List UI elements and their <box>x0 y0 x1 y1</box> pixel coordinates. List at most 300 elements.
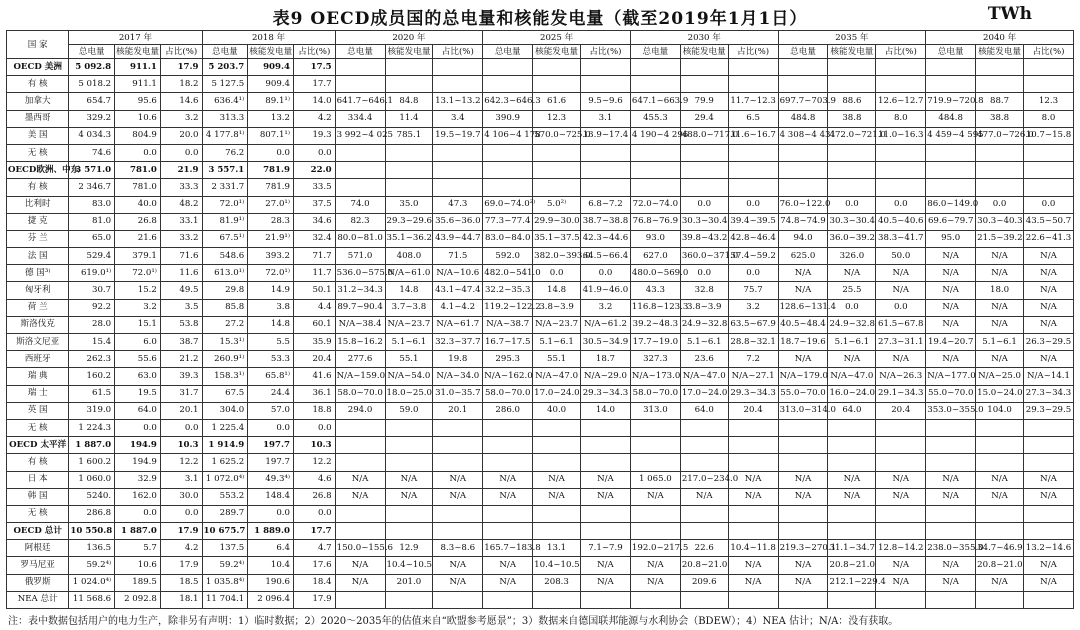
country-cell: 法 国 <box>7 248 69 265</box>
value-cell: 18.0~25.0 <box>385 385 433 402</box>
value-cell: 22.6~41.3 <box>1023 230 1073 247</box>
value-cell: N/A <box>533 488 581 505</box>
value-cell: N/A~25.0 <box>976 368 1024 385</box>
table-row <box>7 162 1074 179</box>
value-cell: N/A <box>876 471 926 488</box>
subheader-cell: 总电量 <box>483 45 533 59</box>
value-cell <box>581 144 631 161</box>
value-cell: 7.1~7.9 <box>581 540 631 557</box>
value-cell: 30.3~40.3 <box>976 213 1024 230</box>
value-cell: N/A <box>335 557 385 574</box>
value-cell: 472.0~721.0 <box>828 127 876 144</box>
value-cell <box>630 59 680 76</box>
value-cell: 0.0 <box>728 196 778 213</box>
value-cell: 30.3~30.4 <box>680 213 728 230</box>
subheader-cell: 核能发电量 <box>976 45 1024 59</box>
year-header: 2025 年 <box>483 31 631 45</box>
value-cell: 719.9~720.8 <box>926 93 976 110</box>
value-cell: 23.6 <box>680 351 728 368</box>
value-cell: 18.1 <box>160 591 202 608</box>
value-cell <box>728 76 778 93</box>
value-cell: N/A <box>876 574 926 591</box>
value-cell <box>828 179 876 196</box>
value-cell: 8.0 <box>1023 110 1073 127</box>
value-cell: 1 225.4 <box>202 419 248 436</box>
value-cell: 50.0 <box>876 248 926 265</box>
country-cell: 有 核 <box>7 179 69 196</box>
value-cell: 28.3 <box>248 213 294 230</box>
year-header: 2018 年 <box>202 31 335 45</box>
value-cell <box>876 162 926 179</box>
value-cell <box>926 591 976 608</box>
year-header: 2030 年 <box>630 31 778 45</box>
year-header: 2017 年 <box>69 31 202 45</box>
value-cell: 3.5 <box>160 299 202 316</box>
value-cell: 619.0¹⁾ <box>69 265 115 282</box>
value-cell: 59.2⁴⁾ <box>69 557 115 574</box>
value-cell: 38.8 <box>828 110 876 127</box>
value-cell: 212.1~229.4 <box>828 574 876 591</box>
value-cell: 571.0 <box>335 248 385 265</box>
value-cell <box>483 76 533 93</box>
value-cell: 781.0 <box>115 162 161 179</box>
value-cell: 10.4~10.5 <box>533 557 581 574</box>
value-cell <box>828 437 876 454</box>
value-cell: 0.0 <box>115 419 161 436</box>
country-cell: 罗马尼亚 <box>7 557 69 574</box>
country-cell: 西班牙 <box>7 351 69 368</box>
value-cell: N/A~47.0 <box>828 368 876 385</box>
value-cell: 89.1¹⁾ <box>248 93 294 110</box>
value-cell: 16.7~17.5 <box>483 334 533 351</box>
value-cell: 11 704.1 <box>202 591 248 608</box>
value-cell <box>976 523 1024 540</box>
value-cell: 89.7~90.4 <box>335 299 385 316</box>
value-cell: 625.0 <box>778 248 828 265</box>
value-cell <box>533 591 581 608</box>
value-cell <box>335 523 385 540</box>
value-cell: 1 224.3 <box>69 419 115 436</box>
value-cell <box>778 505 828 522</box>
country-cell: 无 核 <box>7 505 69 522</box>
value-cell: N/A <box>728 471 778 488</box>
value-cell: 29.3~29.5 <box>1023 402 1073 419</box>
value-cell: 32.2~35.3 <box>483 282 533 299</box>
value-cell: 0.0 <box>294 505 336 522</box>
value-cell <box>778 59 828 76</box>
value-cell <box>976 144 1024 161</box>
value-cell: N/A <box>1023 488 1073 505</box>
value-cell: 5 092.8 <box>69 59 115 76</box>
value-cell: 160.2 <box>69 368 115 385</box>
value-cell: 64.0 <box>115 402 161 419</box>
table-row <box>7 488 1074 505</box>
value-cell: N/A <box>1023 557 1073 574</box>
value-cell <box>630 179 680 196</box>
value-cell: 326.0 <box>828 248 876 265</box>
value-cell <box>876 591 926 608</box>
value-cell: 17.0~24.0 <box>680 385 728 402</box>
value-cell: 14.6 <box>160 93 202 110</box>
value-cell <box>533 454 581 471</box>
value-cell: N/A <box>778 282 828 299</box>
value-cell: 65.8¹⁾ <box>248 368 294 385</box>
subheader-cell: 占比(%) <box>581 45 631 59</box>
value-cell: 82.3 <box>335 213 385 230</box>
value-cell <box>728 162 778 179</box>
subheader-cell: 占比(%) <box>294 45 336 59</box>
country-cell: 比利时 <box>7 196 69 213</box>
value-cell <box>728 454 778 471</box>
value-cell: N/A <box>1023 351 1073 368</box>
value-cell: N/A <box>433 574 483 591</box>
value-cell <box>630 437 680 454</box>
value-cell: 34.6 <box>294 213 336 230</box>
value-cell <box>976 76 1024 93</box>
value-cell: 5.5 <box>248 334 294 351</box>
value-cell: 0.0 <box>876 299 926 316</box>
value-cell: 6.4 <box>248 540 294 557</box>
value-cell: 12.2 <box>160 454 202 471</box>
value-cell: 64.0 <box>828 402 876 419</box>
value-cell: 40.5~40.6 <box>876 213 926 230</box>
value-cell: 390.9 <box>483 110 533 127</box>
value-cell: 64.5~66.4 <box>581 248 631 265</box>
year-header: 2040 年 <box>926 31 1074 45</box>
value-cell: 697.7~703.9 <box>778 93 828 110</box>
value-cell <box>926 162 976 179</box>
value-cell: 6.5 <box>728 110 778 127</box>
value-cell: N/A <box>630 488 680 505</box>
value-cell <box>433 454 483 471</box>
value-cell: 5.0²⁾ <box>533 196 581 213</box>
value-cell: N/A <box>728 574 778 591</box>
value-cell: 4.2 <box>160 540 202 557</box>
value-cell: 165.7~183.8 <box>483 540 533 557</box>
table-row <box>7 179 1074 196</box>
value-cell: N/A <box>385 488 433 505</box>
value-cell: 197.7 <box>248 454 294 471</box>
value-cell: 9.5~9.6 <box>581 93 631 110</box>
value-cell <box>630 454 680 471</box>
value-cell: N/A <box>335 471 385 488</box>
value-cell: 286.0 <box>483 402 533 419</box>
value-cell: 60.1 <box>294 316 336 333</box>
value-cell: 6.8~7.2 <box>581 196 631 213</box>
table-row <box>7 419 1074 436</box>
value-cell: 641.7~646.1 <box>335 93 385 110</box>
value-cell: 15.3¹⁾ <box>202 334 248 351</box>
value-cell <box>483 59 533 76</box>
subheader-cell: 占比(%) <box>160 45 202 59</box>
value-cell: 21.2 <box>160 351 202 368</box>
value-cell: 3.2 <box>115 299 161 316</box>
value-cell: 4 308~4 431 <box>778 127 828 144</box>
value-cell <box>926 454 976 471</box>
value-cell: 260.9¹⁾ <box>202 351 248 368</box>
value-cell: 59.2⁴⁾ <box>202 557 248 574</box>
value-cell <box>976 505 1024 522</box>
value-cell <box>976 437 1024 454</box>
subheader-cell: 总电量 <box>778 45 828 59</box>
value-cell <box>483 523 533 540</box>
value-cell: 5240. <box>69 488 115 505</box>
value-cell <box>385 144 433 161</box>
value-cell: N/A~23.7 <box>385 316 433 333</box>
value-cell: N/A~38.7 <box>483 316 533 333</box>
value-cell: 1 889.0 <box>248 523 294 540</box>
table-row <box>7 230 1074 247</box>
value-cell: 55.0~70.0 <box>778 385 828 402</box>
value-cell: 536.0~575.0 <box>335 265 385 282</box>
value-cell: N/A <box>483 471 533 488</box>
table-header <box>7 31 1074 59</box>
value-cell <box>1023 162 1073 179</box>
value-cell: N/A <box>533 471 581 488</box>
value-cell: 0.0 <box>160 505 202 522</box>
value-cell: 17.0~24.0 <box>533 385 581 402</box>
value-cell: 4 177.8¹⁾ <box>202 127 248 144</box>
value-cell <box>630 523 680 540</box>
value-cell: 94.0 <box>778 230 828 247</box>
country-cell: 有 核 <box>7 454 69 471</box>
table-row <box>7 59 1074 76</box>
column-header-country: 国 家 <box>7 31 69 59</box>
value-cell: 353.0~355.0 <box>926 402 976 419</box>
value-cell <box>335 505 385 522</box>
value-cell <box>728 523 778 540</box>
value-cell: 31.2~34.3 <box>335 282 385 299</box>
value-cell: N/A <box>976 488 1024 505</box>
value-cell <box>926 76 976 93</box>
country-cell: NEA 总计 <box>7 591 69 608</box>
value-cell: 304.0 <box>202 402 248 419</box>
value-cell: 0.0 <box>828 196 876 213</box>
subheader-cell: 占比(%) <box>728 45 778 59</box>
value-cell: 5 203.7 <box>202 59 248 76</box>
value-cell: 10.4~11.8 <box>728 540 778 557</box>
value-cell: N/A <box>828 488 876 505</box>
value-cell: 20.1 <box>160 402 202 419</box>
value-cell: 29.1~34.3 <box>876 385 926 402</box>
value-cell: N/A <box>926 282 976 299</box>
value-cell: 13.1 <box>533 540 581 557</box>
value-cell <box>335 144 385 161</box>
value-cell: N/A <box>926 488 976 505</box>
subheader-cell: 总电量 <box>335 45 385 59</box>
value-cell: 22.6 <box>680 540 728 557</box>
table-row <box>7 557 1074 574</box>
value-cell <box>680 591 728 608</box>
value-cell: 29.3~34.3 <box>728 385 778 402</box>
value-cell: 69.0~74.0²⁾ <box>483 196 533 213</box>
value-cell <box>876 179 926 196</box>
table-row <box>7 437 1074 454</box>
value-cell: 1 035.8⁴⁾ <box>202 574 248 591</box>
value-cell <box>778 179 828 196</box>
value-cell: N/A <box>778 488 828 505</box>
value-cell <box>483 162 533 179</box>
value-cell: N/A <box>926 316 976 333</box>
value-cell: 18.4 <box>294 574 336 591</box>
value-cell: 1 887.0 <box>115 523 161 540</box>
value-cell: 57.0 <box>248 402 294 419</box>
value-cell: 18.5 <box>160 574 202 591</box>
table-row <box>7 213 1074 230</box>
value-cell: 43.1~47.4 <box>433 282 483 299</box>
value-cell <box>433 144 483 161</box>
value-cell: N/A <box>778 265 828 282</box>
value-cell: N/A <box>976 316 1024 333</box>
value-cell <box>483 144 533 161</box>
value-cell: 28.8~32.1 <box>728 334 778 351</box>
value-cell: 197.7 <box>248 437 294 454</box>
value-cell: N/A <box>926 557 976 574</box>
value-cell: 20.8~21.0 <box>828 557 876 574</box>
value-cell: 17.9 <box>160 557 202 574</box>
value-cell: 18.7 <box>581 351 631 368</box>
subheader-cell: 总电量 <box>202 45 248 59</box>
value-cell: 95.0 <box>926 230 976 247</box>
value-cell <box>385 523 433 540</box>
country-cell: 美 国 <box>7 127 69 144</box>
value-cell: 911.1 <box>115 76 161 93</box>
value-cell: 0.0 <box>728 265 778 282</box>
value-cell: 0.0 <box>533 265 581 282</box>
value-cell <box>828 523 876 540</box>
value-cell <box>581 162 631 179</box>
country-cell: 芬 兰 <box>7 230 69 247</box>
value-cell: 570.0~725.0 <box>533 127 581 144</box>
value-cell: 27.0¹⁾ <box>248 196 294 213</box>
value-cell <box>335 419 385 436</box>
value-cell: 17.5 <box>294 59 336 76</box>
value-cell: 49.3⁴⁾ <box>248 471 294 488</box>
value-cell: 5.1~6.1 <box>385 334 433 351</box>
value-cell: 24.9~32.8 <box>680 316 728 333</box>
value-cell: 5 018.2 <box>69 76 115 93</box>
value-cell: 2 346.7 <box>69 179 115 196</box>
value-cell: 17.9 <box>294 591 336 608</box>
value-cell: N/A <box>1023 574 1073 591</box>
country-cell: 斯洛伐克 <box>7 316 69 333</box>
value-cell: N/A <box>828 471 876 488</box>
value-cell: 0.0 <box>828 299 876 316</box>
country-cell: 阿根廷 <box>7 540 69 557</box>
value-cell: 654.7 <box>69 93 115 110</box>
value-cell <box>385 591 433 608</box>
value-cell: 35.6~36.0 <box>433 213 483 230</box>
value-cell: 15.4 <box>69 334 115 351</box>
value-cell: 17.7 <box>294 523 336 540</box>
table-row <box>7 299 1074 316</box>
value-cell: 119.2~122.2 <box>483 299 533 316</box>
value-cell: 4.7 <box>294 540 336 557</box>
value-cell: 59.0 <box>385 402 433 419</box>
value-cell: 15.0~24.0 <box>976 385 1024 402</box>
value-cell <box>581 419 631 436</box>
table-row <box>7 351 1074 368</box>
value-cell: 24.9~32.8 <box>828 316 876 333</box>
value-cell: 201.0 <box>385 574 433 591</box>
value-cell <box>581 59 631 76</box>
value-cell: 76.2 <box>202 144 248 161</box>
value-cell <box>728 144 778 161</box>
value-cell: 71.7 <box>294 248 336 265</box>
value-cell: 21.5~39.2 <box>976 230 1024 247</box>
value-cell: 18.8 <box>294 402 336 419</box>
value-cell: 4 190~4 296 <box>630 127 680 144</box>
value-cell: 2 331.7 <box>202 179 248 196</box>
value-cell: 190.6 <box>248 574 294 591</box>
table-row <box>7 76 1074 93</box>
table-row <box>7 93 1074 110</box>
value-cell: N/A <box>828 265 876 282</box>
value-cell: N/A <box>778 557 828 574</box>
value-cell: 10.6 <box>115 557 161 574</box>
country-cell: 日 本 <box>7 471 69 488</box>
value-cell: 19.5 <box>115 385 161 402</box>
value-cell <box>680 523 728 540</box>
value-cell: 84.8 <box>385 93 433 110</box>
value-cell: 15.1 <box>115 316 161 333</box>
value-cell: 18.7~19.6 <box>778 334 828 351</box>
table-row <box>7 523 1074 540</box>
value-cell <box>680 144 728 161</box>
subheader-cell: 占比(%) <box>433 45 483 59</box>
value-cell: 19.4~20.7 <box>926 334 976 351</box>
value-cell: 14.0 <box>581 402 631 419</box>
value-cell: N/A~173.0 <box>630 368 680 385</box>
value-cell: 0.0 <box>976 196 1024 213</box>
value-cell <box>385 76 433 93</box>
value-cell: 29.9~30.0 <box>533 213 581 230</box>
value-cell: 5.7 <box>115 540 161 557</box>
value-cell: 5.1~6.1 <box>533 334 581 351</box>
value-cell <box>385 162 433 179</box>
value-cell <box>828 59 876 76</box>
value-cell: 32.9 <box>115 471 161 488</box>
value-cell <box>876 76 926 93</box>
value-cell: 128.6~131.4 <box>778 299 828 316</box>
value-cell: 0.0 <box>248 505 294 522</box>
value-cell: 36.0~39.2 <box>828 230 876 247</box>
subheader-cell: 核能发电量 <box>680 45 728 59</box>
value-cell <box>433 179 483 196</box>
value-cell: 65.0 <box>69 230 115 247</box>
value-cell: 74.0 <box>335 196 385 213</box>
value-cell: 189.5 <box>115 574 161 591</box>
value-cell: 20.8~21.0 <box>680 557 728 574</box>
value-cell: 33.1 <box>160 213 202 230</box>
value-cell <box>630 76 680 93</box>
value-cell: 32.8 <box>680 282 728 299</box>
value-cell <box>828 419 876 436</box>
value-cell: N/A <box>483 557 533 574</box>
value-cell: N/A <box>976 351 1024 368</box>
value-cell: 29.8 <box>202 282 248 299</box>
value-cell: N/A <box>581 557 631 574</box>
value-cell: 0.0 <box>248 419 294 436</box>
country-cell: 德 国³⁾ <box>7 265 69 282</box>
value-cell <box>483 454 533 471</box>
value-cell: N/A~26.3 <box>876 368 926 385</box>
table-row <box>7 248 1074 265</box>
country-cell: OECD 美洲 <box>7 59 69 76</box>
value-cell: N/A~23.7 <box>533 316 581 333</box>
value-cell: N/A <box>926 351 976 368</box>
value-cell: 4 459~4 595 <box>926 127 976 144</box>
